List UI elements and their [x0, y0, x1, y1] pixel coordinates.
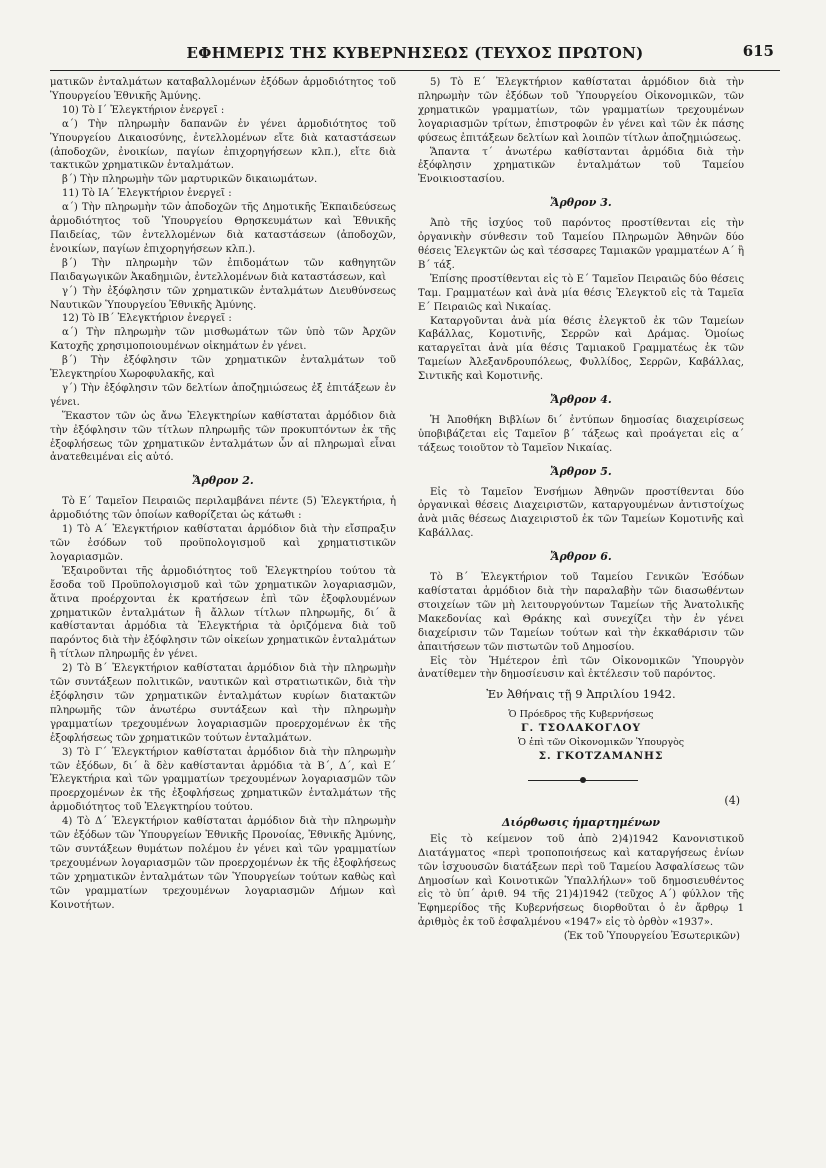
page-header	[50, 36, 780, 71]
article-heading: Ἄρθρον 3.	[550, 196, 612, 210]
paragraph: 3) Τὸ Γ΄ Ἐλεγκτήριον καθίσταται ἁρμόδιον διὰ τὴν πληρωμὴν τῶν ἐξόδων, δι΄ ἃ δὲν καθίστανται ἁρμόδια τὰ Β΄, Δ΄, καὶ Ε΄ Ἐλεγκτήρια καὶ τῶν γραμματίων τρεχουμένων λογαριασμῶν τῶν προερχομένων ἐκ τῆς ἐξοφλήσεως χρηματικῶν ἐνταλμάτων τῆς ἁρμοδιότητος τοῦ Ἐλεγκτηρίου τούτου.	[50, 746, 396, 814]
paragraph: β΄) Τὴν ἐξόφλησιν τῶν χρηματικῶν ἐνταλμάτων τοῦ Ἐλεγκτηρίου Χωροφυλακῆς, καὶ	[50, 355, 396, 381]
right-column	[418, 76, 744, 944]
paragraph: Ἅπαντα τ΄ ἀνωτέρω καθίστανται ἁρμόδια διὰ τὴν ἐξόφλησιν χρηματικῶν ἐνταλμάτων τοῦ Ταμείου Ἐνοικιοστασίου.	[418, 146, 744, 186]
paragraph: β΄) Τὴν πληρωμὴν τῶν μαρτυρικῶν δικαιωμάτων.	[62, 174, 318, 186]
minister-name: Σ. ΓΚΟΤΖΑΜΑΝΗΣ	[538, 749, 664, 762]
article-heading: Ἄρθρον 2.	[192, 474, 254, 488]
paragraph: Εἰς τὸ Ταμεῖον Ἐνσήμων Ἀθηνῶν προστίθενται δύο ὀργανικαὶ θέσεις Διαχειριστῶν, καταργουμένων ἀντιστοίχως ἀνὰ μιᾶς θέσεως Διαχειριστοῦ ἐκ τῶν Ταμείων Κομοτινῆς καὶ Καβάλλας.	[418, 486, 744, 540]
paragraph: 5) Τὸ Ε΄ Ἐλεγκτήριον καθίσταται ἁρμόδιον διὰ τὴν πληρωμὴν τῶν ἐξόδων τοῦ Ὑπουργείου Οἰκονομικῶν, τῶν χρηματικῶν γραμματίων, τῶν γραμματίων τρεχουμένων λογαριασμῶν τρίτων, ἐπιστροφῶν ἐν γένει καὶ τῶν ἐκ πάσης φύσεως ἐπιτάξεων δελτίων καὶ λοιπῶν τίτλων ἀποζημιώσεως.	[418, 77, 744, 144]
paragraph: Τὸ Β΄ Ἐλεγκτήριον τοῦ Ταμείου Γενικῶν Ἐσόδων καθίσταται ἁρμόδιον διὰ τὴν παραλαβὴν τῶν διασωθέντων στοιχείων τῶν μὴ λειτουργούντων Ταμείων τῆς Ἀνατολικῆς Μακεδονίας καὶ Θράκης καὶ συνεχίζει τὴν ἐν γένει διαχείρισιν τῶν Ταμείων τούτων καὶ τὴν ἐκκαθάρισιν τῶν ἀπαιτήσεων τῶν πιστωτῶν τοῦ Δημοσίου.	[418, 572, 744, 653]
paragraph: α΄) Τὴν πληρωμὴν δαπανῶν ἐν γένει ἁρμοδιότητος τοῦ Ὑπουργείου Δικαιοσύνης, ἐντελλομένων εἴτε διὰ καταστάσεων (ἀποδοχῶν, ἐνοικίων, παγίων ἐπιχορηγήσεων κλπ.), εἴτε διὰ τακτικῶν χρηματικῶν ἐνταλμάτων.	[50, 118, 396, 172]
paragraph: 1) Τὸ Α΄ Ἐλεγκτήριον καθίσταται ἁρμόδιον διὰ τὴν εἴσπραξιν τῶν ἐσόδων τοῦ προϋπολογισμοῦ καὶ χρηματιστικῶν λογαριασμῶν.	[50, 524, 396, 563]
left-column	[50, 76, 396, 912]
paragraph: β΄) Τὴν πληρωμὴν τῶν ἐπιδομάτων τῶν καθηγητῶν Παιδαγωγικῶν Ἀκαδημιῶν, ἐντελλομένων διὰ καταστάσεων, καὶ	[50, 257, 396, 283]
paragraph: Τὸ Ε΄ Ταμεῖον Πειραιῶς περιλαμβάνει πέντε (5) Ἐλεγκτήρια, ἡ ἁρμοδιότης τῶν ὁποίων καθορίζεται ὡς κάτωθι :	[50, 496, 396, 522]
divider-dot	[580, 777, 586, 783]
paragraph: Ἐξαιροῦνται τῆς ἁρμοδιότητος τοῦ Ἐλεγκτηρίου τούτου τὰ ἔσοδα τοῦ Προϋπολογισμοῦ καὶ τῶν χρηματικῶν λογαριασμῶν, ἅτινα προέρχονται ἐκ κρατήσεων ἐπὶ τῶν ἐξοφλουμένων χρηματικῶν ἐνταλμάτων ἢ ἄλλων τίτλων πληρωμῆς, δι΄ ἃ καθίστανται ἁρμόδια τὰ Ἐλεγκτήρια τὰ ὁριζόμενα διὰ τοῦ παρόντος διὰ τὴν ἐξόφλησιν τῶν οἰκείων χρηματικῶν ἐνταλμάτων ἢ τίτλων πληρωμῆς ἐν γένει.	[50, 565, 396, 661]
section-divider	[418, 774, 744, 788]
errata-title: Διόρθωσις ἡμαρτημένων	[502, 815, 660, 829]
dateline: Ἐν Ἀθήναις τῇ 9 Ἀπριλίου 1942.	[486, 687, 676, 702]
errata-text: Εἰς τὸ κείμενον τοῦ ἀπὸ 2)4)1942 Κανονιστικοῦ Διατάγματος «περὶ τροποποιήσεως καὶ καταργήσεως ἐνίων τῶν ἰσχυουσῶν διατάξεων περὶ τοῦ Ταμείου Ἀσφαλίσεως τῶν Δημοσίων καὶ Κοινοτικῶν Ὑπαλλήλων» τοῦ δημοσιευθέντος εἰς τὸ ὑπ΄ ἀριθ. 94 τῆς 21)4)1942 (τεῦχος Α΄) φύλλον τῆς Ἐφημερίδος τῆς Κυβερνήσεως διορθοῦται ὁ ἐν ἄρθρῳ 1 ἀριθμὸς ἐκ τοῦ ἐσφαλμένου «1947» εἰς τὸ ὀρθὸν «1937».	[418, 833, 744, 929]
paragraph: γ΄) Τὴν ἐξόφλησιν τῶν χρηματικῶν ἐνταλμάτων Διευθύνσεως Ναυτικῶν Ὑπουργείου Ἐθνικῆς Ἀμύνης.	[50, 285, 396, 311]
gazette-title: ΕΦΗΜΕΡΙΣ ΤΗΣ ΚΥΒΕΡΝΗΣΕΩΣ (ΤΕΥΧΟΣ ΠΡΩΤΟΝ)	[186, 44, 644, 62]
article-heading: Ἄρθρον 4.	[550, 393, 612, 407]
paragraph: 11) Τὸ ΙΑ΄ Ἐλεγκτήριον ἐνεργεῖ :	[62, 188, 232, 200]
paragraph: 4) Τὸ Δ΄ Ἐλεγκτήριον καθίσταται ἁρμόδιον διὰ τὴν πληρωμὴν τῶν ἐξόδων τῶν Ὑπουργείων Ἐθνικῆς Προνοίας, Ἐθνικῆς Ἀμύνης, τῶν συντάξεων θυμάτων πολέμου ἐν γένει καὶ τῶν γραμματίων τρεχουμένων λογαριασμῶν τῶν προερχομένων ἐκ τῆς ἐξοφλήσεως τῶν χρηματικῶν ἐνταλμάτων τῶν Ὑπουργείων τούτων καθὼς καὶ τῶν γραμματίων τρεχουμένων λογαριασμῶν Δήμων καὶ Κοινοτήτων.	[50, 816, 396, 911]
minister-role: Ὁ ἐπὶ τῶν Οἰκονομικῶν Ὑπουργὸς	[517, 737, 685, 749]
paragraph: Καταργοῦνται ἀνὰ μία θέσις ἐλεγκτοῦ ἐκ τῶν Ταμείων Καβάλλας, Κομοτινῆς, Σερρῶν καὶ Δράμας. Ὁμοίως καταργεῖται ἀνὰ μία θέσις Ταμιακοῦ Γραμματέως ἐκ τῶν Ταμείων Ἀλεξανδρουπόλεως, Φυλλίδος, Σερρῶν, Καβάλλας, Σιντικῆς καὶ Κομοτινῆς.	[418, 315, 744, 383]
paragraph: 12) Τὸ ΙΒ΄ Ἐλεγκτήριον ἐνεργεῖ :	[62, 313, 232, 325]
paragraph: Εἰς τὸν Ἡμέτερον ἐπὶ τῶν Οἰκονομικῶν Ὑπουργὸν ἀνατίθεμεν τὴν δημοσίευσιν καὶ ἐκτέλεσιν τοῦ παρόντος.	[418, 655, 744, 681]
paragraph: Ἀπὸ τῆς ἰσχύος τοῦ παρόντος προστίθενται εἰς τὴν ὀργανικὴν σύνθεσιν τοῦ Ταμείου Πληρωμῶν Ἀθηνῶν δύο θέσεις Ἐλεγκτῶν ὡς καὶ τέσσαρες Ταμιακῶν γραμματέων Α΄ ἢ Β΄ τάξ.	[418, 218, 744, 271]
paragraph: Ἐπίσης προστίθενται εἰς τὸ Ε΄ Ταμεῖον Πειραιῶς δύο θέσεις Ταμ. Γραμματέων καὶ ἀνὰ μία θέσις Ἐλεγκτοῦ εἰς τὰ Ταμεῖα Ε΄ Πειραιῶς καὶ Νικαίας.	[418, 273, 744, 313]
errata-source: (Ἐκ τοῦ Ὑπουργείου Ἐσωτερικῶν)	[563, 931, 740, 943]
paragraph: 10) Τὸ Ι΄ Ἐλεγκτήριον ἐνεργεῖ :	[62, 104, 225, 116]
president-name: Γ. ΤΣΟΛΑΚΟΓΛΟΥ	[521, 722, 641, 735]
paragraph: 2) Τὸ Β΄ Ἐλεγκτήριον καθίσταται ἁρμόδιον διὰ τὴν πληρωμὴν τῶν συντάξεων πολιτικῶν, ναυτικῶν καὶ στρατιωτικῶν, διὰ τὴν ἐξόφλησιν τῶν χρηματικῶν ἐνταλμάτων κυρίων διατακτῶν πληρωμῆς τῶν ἀνωτέρω συντάξεων καὶ τὴν πληρωμὴν γραμματίων τρεχουμένων λογαριασμῶν προερχομένων ἐκ τῆς ἐξοφλήσεως τῶν χρηματικῶν τούτων ἐνταλμάτων.	[50, 663, 396, 744]
paragraph: α΄) Τὴν πληρωμὴν τῶν μισθωμάτων τῶν ὑπὸ τῶν Ἀρχῶν Κατοχῆς χρησιμοποιουμένων οἰκημάτων ἐν γένει.	[50, 327, 396, 353]
errata-number-row	[418, 794, 744, 810]
paragraph: Ἕκαστον τῶν ὡς ἄνω Ἐλεγκτηρίων καθίσταται ἁρμόδιον διὰ τὴν ἐξόφλησιν τῶν τίτλων πληρωμῆς τῶν προκυπτόντων ἐκ τῆς ἐξοφλήσεως τῶν χρηματικῶν ἐνταλμάτων ὧν αἱ πληρωμαὶ εἶναι ἀνατεθειμέναι εἰς αὐτό.	[50, 410, 396, 464]
page-number: 615	[742, 42, 774, 60]
errata-number: (4)	[724, 793, 740, 807]
president-role: Ὁ Πρόεδρος τῆς Κυβερνήσεως	[508, 709, 654, 721]
article-heading: Ἄρθρον 5.	[550, 464, 612, 478]
paragraph: γ΄) Τὴν ἐξόφλησιν τῶν δελτίων ἀποζημιώσεως ἐξ ἐπιτάξεων ἐν γένει.	[50, 382, 396, 408]
paragraph: ματικῶν ἐνταλμάτων καταβαλλομένων ἐξόδων ἁρμοδιότητος τοῦ Ὑπουργείου Ἐθνικῆς Ἀμύνης.	[50, 77, 396, 102]
paragraph: α΄) Τὴν πληρωμὴν τῶν ἀποδοχῶν τῆς Δημοτικῆς Ἐκπαιδεύσεως ἁρμοδιότητος τοῦ Ὑπουργείου Θρησκευμάτων καὶ Ἐθνικῆς Παιδείας, τῶν ἐντελλομένων διὰ καταστάσεων (ἀποδοχῶν, ἐνοικίων, παγίων ἐπιχορηγήσεων κλπ.).	[50, 202, 396, 255]
paragraph: Ἡ Ἀποθήκη Βιβλίων δι΄ ἐντύπων δημοσίας διαχειρίσεως ὑποβιβάζεται εἰς Ταμεῖον β΄ τάξεως καὶ προάγεται εἰς α΄ τάξεως τοιοῦτον τὸ Ταμεῖον Νικαίας.	[418, 414, 744, 454]
article-heading: Ἄρθρον 6.	[550, 550, 612, 564]
